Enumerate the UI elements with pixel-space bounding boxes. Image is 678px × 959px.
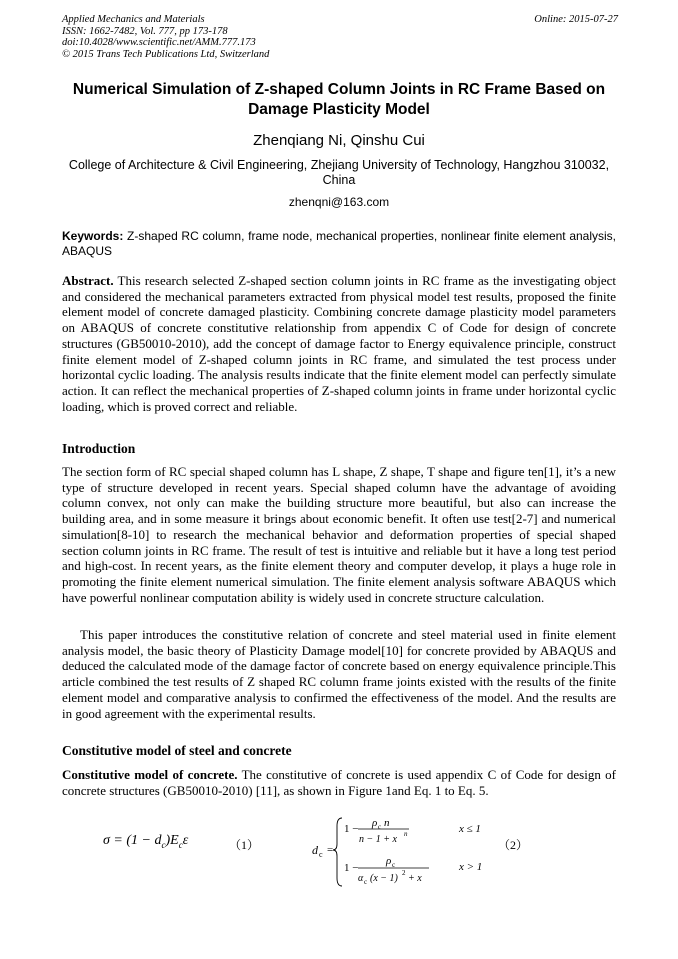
eq2-case2-den-alpha: α (358, 873, 364, 884)
paper-title: Numerical Simulation of Z-shaped Column Joints in RC Frame Based on Damage Plasticity Model (72, 81, 606, 118)
paper-authors: Zhenqiang Ni, Qinshu Cui (253, 132, 425, 149)
constitutive-text: The constitutive of concrete is used appendix C of Code for design of concrete structures (GB50010-2010) [11], as shown in Figure 1and Eq. 1 to Eq. 5. (62, 767, 616, 798)
journal-header (62, 14, 618, 60)
copyright-line: © 2015 Trans Tech Publications Ltd, Switzerland (62, 48, 270, 60)
eq2-case1-num-rho: ρ (372, 817, 378, 829)
subsection-label-concrete: Constitutive model of concrete. (62, 767, 238, 782)
abstract-text: This research selected Z-shaped section column joints in RC frame as the investigating object and considered the mechanical parameters extracted from physical model test results, proposed the finite element model of concrete damaged plasticity. Combining concrete damage plasticity model parameters on ABAQUS of concrete constitutive relationship from appendix C of Code for design of concrete structures (GB50010-2010), add the concept of damage factor to Energy equivalence principle, construct finite element model of Z-shaped column joints in RC frame, and simulated the test process under horizontal cyclic loading. The analysis results indicate that the finite element model can perfectly simulate action. It can reflect the mechanical properties of Z-shaped column joints in frame under horizontal cyclic loading, which is proved correct and reliable. (62, 273, 617, 414)
eq2-equals: = (327, 844, 334, 856)
issn-line: ISSN: 1662-7482, Vol. 777, pp 173-178 (62, 25, 228, 37)
doi-line: doi:10.4028/www.scientific.net/AMM.777.173 (62, 37, 256, 49)
equation-2-number: （2） (498, 838, 529, 852)
author-email[interactable]: zhenqni@163.com (288, 195, 390, 209)
abstract-label: Abstract. (62, 273, 114, 288)
equation-2 (308, 812, 508, 892)
keywords-text: Z-shaped RC column, frame node, mechanical properties, nonlinear finite element analysis, ABAQUS (62, 229, 617, 258)
equation-1 (103, 833, 188, 850)
section-heading-constitutive: Constitutive model of steel and concrete (62, 743, 292, 758)
eq2-case1-num-n: n (384, 817, 390, 829)
keywords (62, 229, 616, 258)
eq2-case1-num-sub: c (378, 823, 382, 831)
eq2-case1-one-minus: 1 − (344, 823, 359, 835)
author-affiliation: College of Architecture & Civil Engineering, Zhejiang University of Technology, Hangzhou 310032, China (68, 158, 610, 187)
eq2-case2-num-rho: ρ (386, 855, 392, 867)
eq1-lhs: σ = (1 − d (103, 833, 162, 848)
eq2-case2-den-rest: (x − 1) (370, 873, 398, 884)
eq2-case2-den-sup: 2 (402, 869, 406, 877)
eq2-svg (308, 812, 508, 892)
eq2-case2-den-end: + x (408, 873, 422, 884)
eq2-case1-condition: x ≤ 1 (459, 823, 481, 835)
eq2-case2-one-minus: 1 − (344, 862, 359, 874)
eq2-case1-den: n − 1 + x (359, 834, 397, 845)
eq1-mid: )E (165, 833, 179, 848)
constitutive-paragraph (62, 767, 616, 798)
eq1-sub-c: c (161, 839, 166, 850)
intro-paragraph-1: The section form of RC special shaped column has L shape, Z shape, T shape and figure ten[1], it’s a new type of structure developed in recent years. Special shaped column have the advantage of avoiding column convex, not only can make the building structure more beautiful, but also can increase the building area, and in some measure it brings about economic benefit. It often use test[2-7] and numerical simulation[8-10] to research the mechanical behavior and deformation properties of special shaped section column joints in RC frame. The result of test is intuitive and reliable but it have a long test period and high-cost. In recent years, as the finite element theory and computer develop, it plays a huge role in promoting the finite element numerical simulation. The finite element analysis software ABAQUS which have powerful nonlinear computation ability is widely used in concrete structure calculation. (62, 464, 616, 605)
eq2-lhs: d (312, 843, 318, 857)
online-date: Online: 2015-07-27 (534, 14, 618, 25)
intro-paragraph-2: This paper introduces the constitutive relation of concrete and steel material used in finite element analysis model, the basic theory of Plasticity Damage model[10] for concrete provided by ABAQUS and deduced the calculated mode of the damage factor of concrete based on energy equivalence principle.This article combined the test results of Z shaped RC column frame joints existed with the results of the finite element model and comparative analysis to confirmed the effectiveness of the model. And the results are in good agreement with the experimental results. (62, 627, 616, 721)
eq2-case2-num-sub: c (392, 861, 396, 869)
eq1-epsilon: ε (182, 833, 189, 848)
eq2-lhs-sub: c (319, 850, 323, 859)
equation-1-number: （1） (229, 838, 260, 852)
eq2-case2-condition: x > 1 (459, 861, 483, 873)
eq2-case1-den-sup: n (404, 830, 408, 838)
eq1-sub-c2: c (178, 839, 183, 850)
section-heading-introduction: Introduction (62, 441, 136, 456)
keywords-label: Keywords: (62, 229, 124, 243)
abstract (62, 273, 616, 414)
eq2-left-brace (333, 818, 342, 886)
eq2-case2-den-alpha-sub: c (364, 878, 368, 886)
journal-name: Applied Mechanics and Materials (62, 14, 205, 25)
